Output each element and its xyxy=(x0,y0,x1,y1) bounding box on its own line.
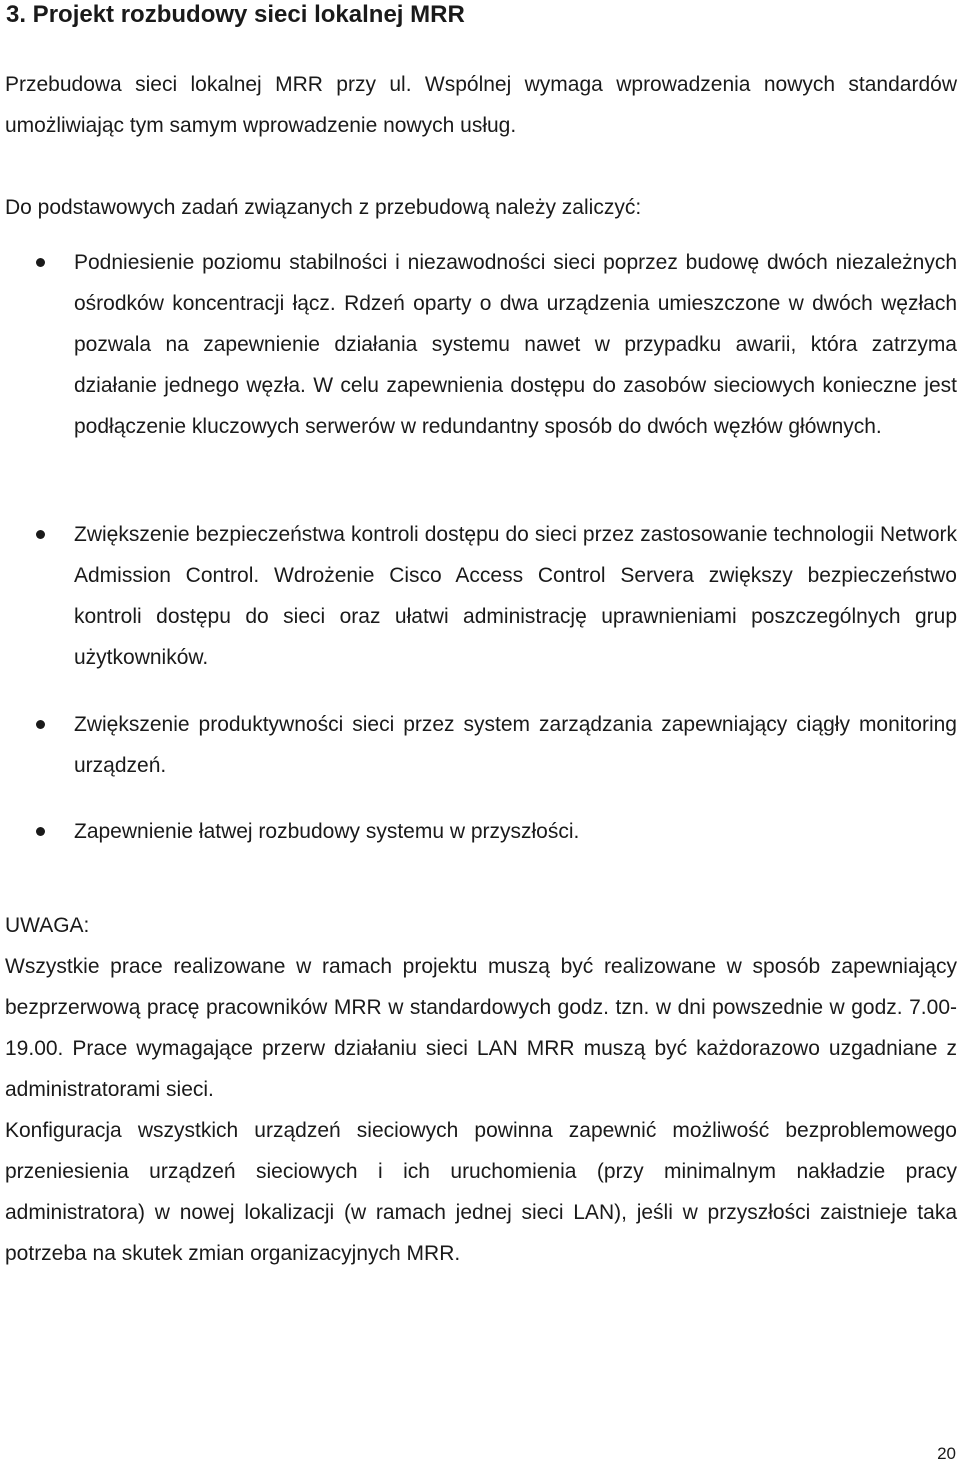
bullet-text: Zwiększenie produktywności sieci przez system zarządzania zapewniający ciągły monitoring urządzeń. xyxy=(74,713,957,777)
bullet-dot-icon xyxy=(36,530,45,539)
tasks-lead-paragraph: Do podstawowych zadań związanych z przebudową należy zaliczyć: xyxy=(5,196,642,219)
page-number: 20 xyxy=(937,1444,956,1463)
bullet-dot-icon xyxy=(36,827,45,836)
configuration-paragraph: Konfiguracja wszystkich urządzeń sieciowych powinna zapewnić możliwość bezproblemowego przeniesienia urządzeń sieciowych i ich uruchomienia (przy minimalnym nakładzie pracy administratora) w nowej lokalizacji (w ramach jednej sieci LAN), jeśli w przyszłości zaistnieje taka potrzeba na skutek zmian organizacyjnych MRR. xyxy=(5,1119,957,1265)
bullet-dot-icon xyxy=(36,258,45,267)
bullet-text: Podniesienie poziomu stabilności i niezawodności sieci poprzez budowę dwóch niezależnych ośrodków koncentracji łącz. Rdzeń oparty o dwa urządzenia umieszczone w dwóch węzłach pozwala na zapewnienie działania systemu nawet w przypadku awarii, która zatrzyma działanie jednego węzła. W celu zapewnienia dostępu do zasobów sieciowych konieczne jest podłączenie kluczowych serwerów w redundantny sposób do dwóch węzłów głównych. xyxy=(74,251,957,438)
bullet-dot-icon xyxy=(36,720,45,729)
bullet-text: Zapewnienie łatwej rozbudowy systemu w przyszłości. xyxy=(74,820,580,843)
note-paragraph: Wszystkie prace realizowane w ramach projektu muszą być realizowane w sposób zapewniający bezprzerwową pracę pracowników MRR w standardowych godz. tzn. w dni powszednie w godz. 7.00-19.00. Prace wymagające przerw działaniu sieci LAN MRR muszą być każdorazowo uzgadniane z administratorami sieci. xyxy=(5,955,957,1101)
note-label: UWAGA: xyxy=(5,914,90,937)
intro-paragraph: Przebudowa sieci lokalnej MRR przy ul. Wspólnej wymaga wprowadzenia nowych standardów umożliwiając tym samym wprowadzenie nowych usług. xyxy=(5,73,957,137)
bullet-text: Zwiększenie bezpieczeństwa kontroli dostępu do sieci przez zastosowanie technologii Network Admission Control. Wdrożenie Cisco Access Control Servera zwiększy bezpieczeństwo kontroli dostępu do sieci oraz ułatwi administrację uprawnieniami poszczególnych grup użytkowników. xyxy=(74,523,957,669)
section-heading: 3. Projekt rozbudowy sieci lokalnej MRR xyxy=(6,1,465,28)
